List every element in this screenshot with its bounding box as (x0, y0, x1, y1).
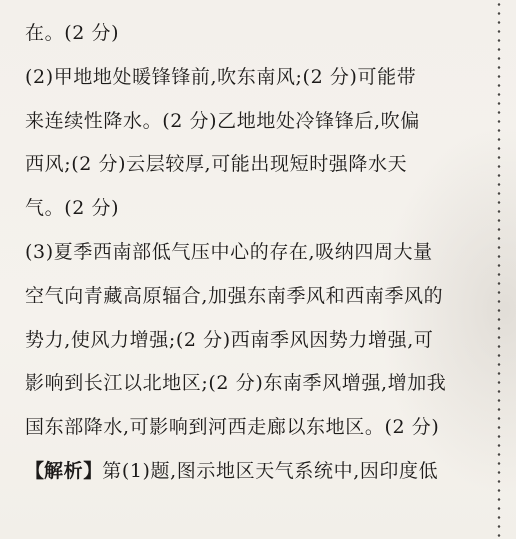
answer-text-block (25, 12, 495, 494)
text-line: (3)夏季西南部低气压中心的存在,吸纳四周大量 (25, 240, 433, 263)
text-line: 国东部降水,可影响到河西走廊以东地区。(2 分) (25, 416, 440, 439)
text-line: 气。(2 分) (25, 197, 120, 220)
text-line: 影响到长江以北地区;(2 分)东南季风增强,增加我 (25, 372, 447, 395)
text-line: 空气向青藏高原辐合,加强东南季风和西南季风的 (25, 284, 444, 307)
analysis-close-bracket: 】 (83, 459, 103, 482)
text-line: 势力,使风力增强;(2 分)西南季风因势力增强,可 (25, 328, 434, 351)
dotted-margin-line (497, 0, 501, 539)
analysis-text: 第(1)题,图示地区天气系统中,因印度低 (102, 459, 439, 482)
analysis-line (25, 450, 495, 494)
analysis-open-bracket: 【 (25, 459, 45, 482)
text-line: 在。(2 分) (25, 22, 120, 44)
text-line: (2)甲地地处暖锋锋前,吹东南风;(2 分)可能带 (25, 65, 417, 88)
text-line: 来连续性降水。(2 分)乙地地处冷锋锋后,吹偏 (25, 109, 420, 132)
analysis-label: 解析 (44, 459, 84, 482)
text-line: 西风;(2 分)云层较厚,可能出现短时强降水天 (25, 153, 408, 176)
